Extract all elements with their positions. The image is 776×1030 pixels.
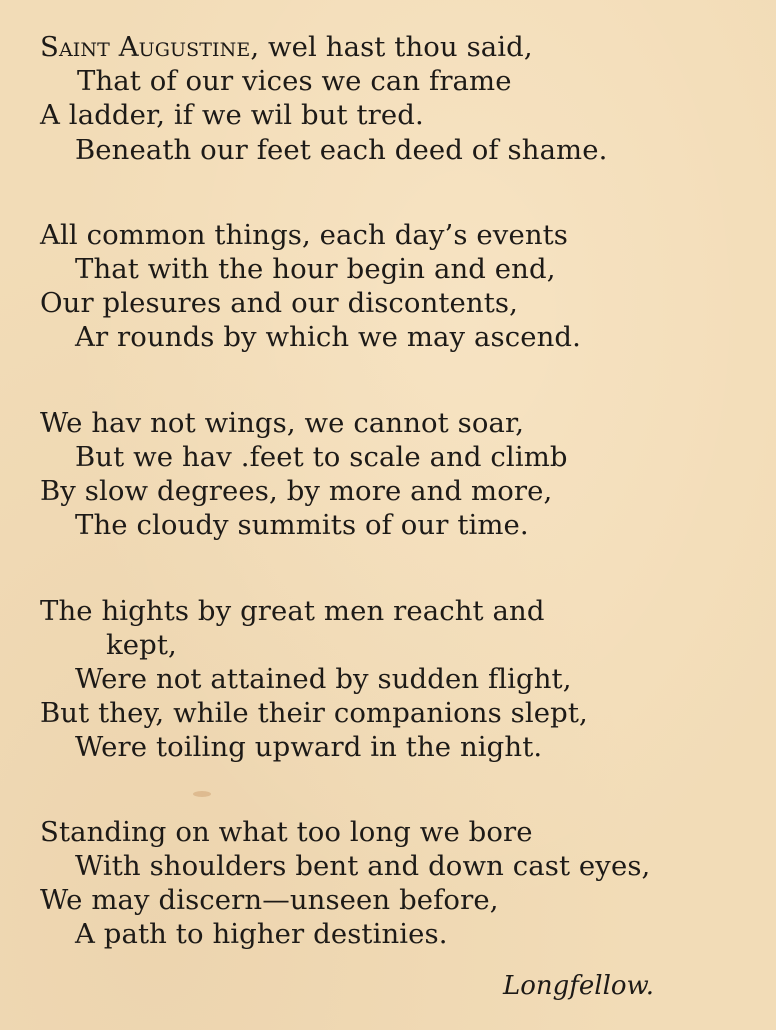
stanza-3-line-4: The cloudy summits of our time. <box>75 509 529 541</box>
stanza-5-line-1: Standing on what too long we bore <box>40 816 533 848</box>
stanza-3-line-3: By slow degrees, by more and more, <box>40 475 553 507</box>
stanza-2-line-1: All common things, each day’s events <box>40 219 568 251</box>
author-signature: Longfellow. <box>502 971 654 1001</box>
stanza-3-line-1: We hav not wings, we cannot soar, <box>40 407 525 439</box>
stanza-4-line-2: Were not attained by sudden flight, <box>75 663 572 695</box>
stanza-5-line-2: With shoulders bent and down cast eyes, <box>75 850 651 882</box>
stanza-4-line-1: The hights by great men reacht and <box>40 595 545 627</box>
stanza-5-line-4: A path to higher destinies. <box>75 918 448 950</box>
stanza-1-line-3: A ladder, if we wil but tred. <box>40 99 424 131</box>
stanza-4-line-4: Were toiling upward in the night. <box>75 731 543 763</box>
stanza-1-line-1-rest: , wel hast thou said, <box>250 31 533 63</box>
paper-stain <box>193 791 211 797</box>
stanza-1-line-2: That of our vices we can frame <box>77 65 512 97</box>
title-name: Saint Augustine <box>40 31 251 63</box>
stanza-4-line-1-continued: kept, <box>106 629 177 661</box>
stanza-2-line-2: That with the hour begin and end, <box>75 253 556 285</box>
stanza-3-line-2: But we hav .feet to scale and climb <box>75 441 568 473</box>
stanza-2-line-4: Ar rounds by which we may ascend. <box>75 321 581 353</box>
stanza-1-line-1 <box>40 30 533 64</box>
stanza-5-line-3: We may discern—unseen before, <box>40 884 499 916</box>
stanza-1-line-4: Beneath our feet each deed of shame. <box>75 134 608 166</box>
stanza-2-line-3: Our plesures and our discontents, <box>40 287 518 319</box>
stanza-4-line-3: But they, while their companions slept, <box>40 697 588 729</box>
